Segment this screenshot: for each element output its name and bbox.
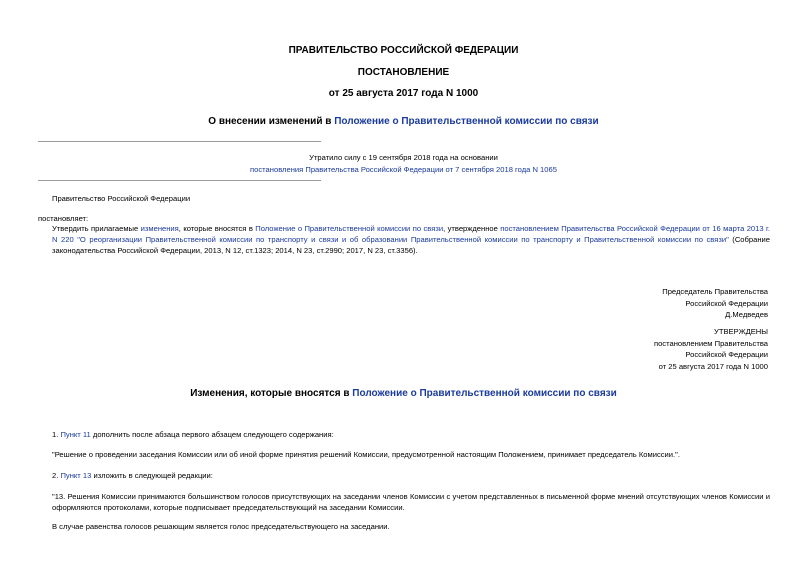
paragraph-approve [52, 223, 770, 257]
quote-2: "13. Решения Комиссии принимаются большинством голосов присутствующих на заседании членов Комиссии с учетом представленных в письменной форме мнений отсутствующих членов Комиссии и оформляются протоколами, которые подписывает председательствующий на заседании Комиссии. [52, 492, 770, 513]
item1-text: дополнить после абзаца первого абзацем следующего содержания: [90, 430, 334, 439]
item2-link[interactable]: Пункт 13 [60, 471, 92, 480]
last-paragraph: В случае равенства голосов решающим является голос председательствующего на заседании. [52, 522, 390, 531]
item-2 [52, 470, 213, 481]
approval-by: постановлением Правительства [653, 338, 768, 348]
p1-text-c: , утвержденное [443, 224, 501, 233]
signature-title: Председатель Правительства [662, 287, 768, 296]
repeal-notice-line1: Утратило силу с 19 сентября 2018 года на основании [309, 153, 498, 162]
changes-heading-link[interactable]: Положение о Правительственной комиссии по связи [352, 388, 617, 399]
item1-number: 1. [52, 430, 61, 439]
approval-block [654, 326, 768, 372]
item1-link[interactable]: Пункт 11 [60, 430, 91, 439]
p1-text-d: (Собрание законодательства Российской Федерации, 2013, N 12, ст.1323; 2014, N 23, ст.2990; 2017, N 23, ст.3356). [52, 235, 770, 256]
title-prefix: О внесении изменений в [208, 116, 335, 127]
approval-word: УТВЕРЖДЕНЫ [714, 327, 768, 336]
repeal-notice-link[interactable]: постановления Правительства Российской Федерации от 7 сентября 2018 года N 1065 [250, 165, 557, 174]
signature-country: Российской Федерации [685, 298, 768, 308]
item2-number: 2. [52, 471, 61, 480]
divider-bottom [38, 180, 321, 181]
divider-top [38, 141, 321, 142]
p1-link-regulation[interactable]: Положение о Правительственной комиссии по связи [255, 224, 444, 233]
document-title [0, 116, 807, 127]
decree-word: постановляет: [38, 214, 89, 223]
signature-name: Д.Медведев [725, 310, 768, 319]
p1-link-changes[interactable]: изменения [140, 224, 179, 233]
title-link[interactable]: Положение о Правительственной комиссии по связи [334, 116, 599, 127]
document-date-number: от 25 августа 2017 года N 1000 [328, 88, 479, 99]
government-line: Правительство Российской Федерации [52, 194, 191, 203]
p1-text-b: , которые вносятся в [178, 224, 256, 233]
changes-heading [0, 388, 807, 399]
document-type: ПОСТАНОВЛЕНИЕ [357, 67, 450, 78]
signature-block [662, 286, 768, 321]
changes-heading-prefix: Изменения, которые вносятся в [190, 388, 353, 399]
approval-country: Российской Федерации [685, 350, 768, 359]
item-1 [52, 429, 334, 440]
item2-text: изложить в следующей редакции: [91, 471, 213, 480]
quote-1: "Решение о проведении заседания Комиссии или об иной форме принятия решений Комиссии, предусмотренной настоящим Положением, принимает председатель Комиссии.". [52, 450, 680, 459]
p1-text-a: Утвердить прилагаемые [52, 224, 141, 233]
government-heading: ПРАВИТЕЛЬСТВО РОССИЙСКОЙ ФЕДЕРАЦИИ [288, 45, 519, 56]
p1-link-decree[interactable]: постановлением Правительства Российской Федерации от 16 марта 2013 г. N 220 "О реорганизации Правительственной комиссии по транспорту и связи и об образовании Правительственной комиссии по транспорту и Правительственной комиссии по связи" [52, 224, 770, 245]
approval-date: от 25 августа 2017 года N 1000 [658, 361, 768, 371]
